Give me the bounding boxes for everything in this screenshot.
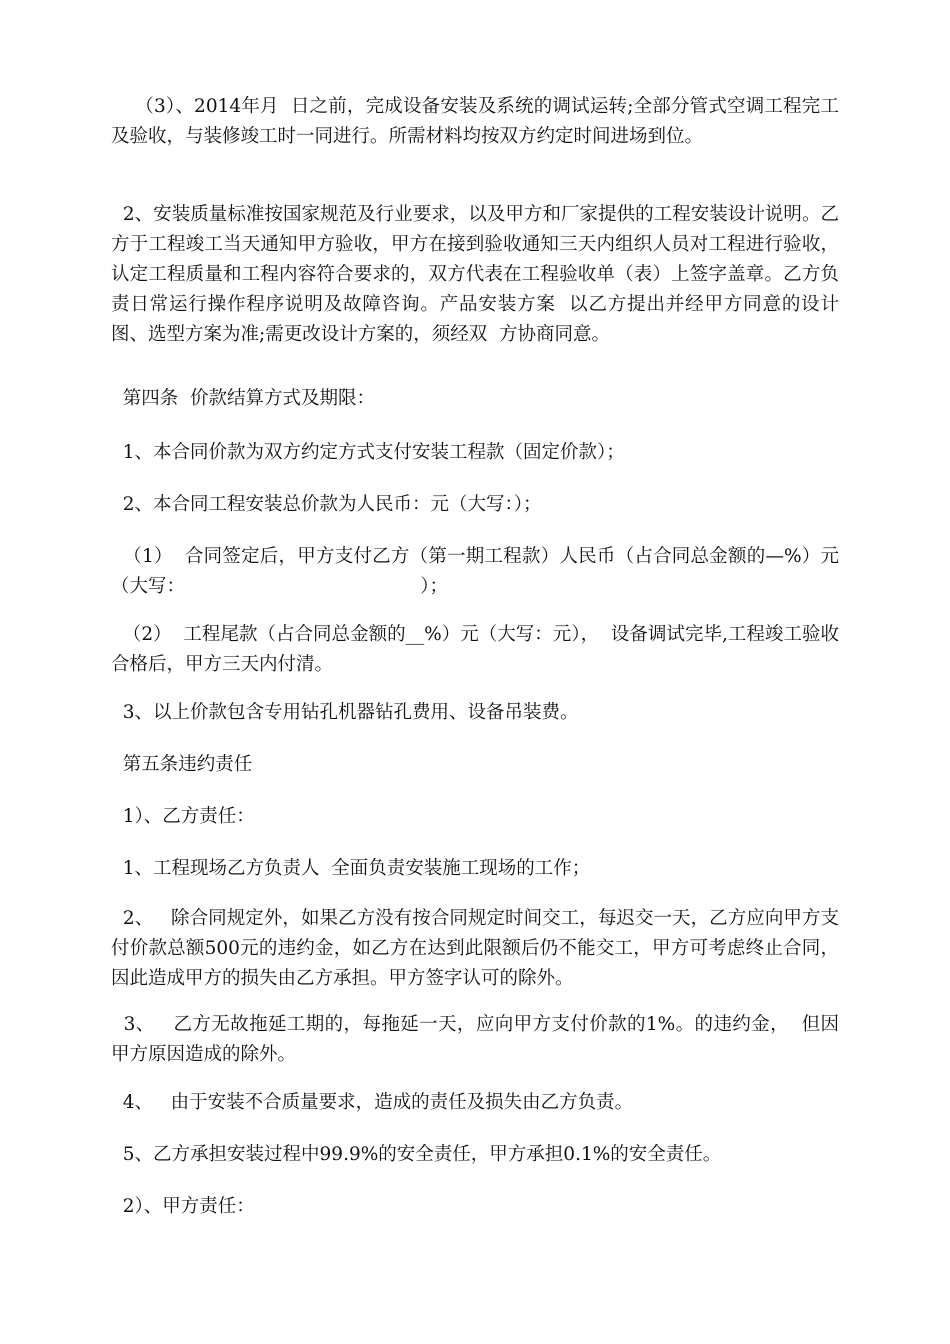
paragraph-late-penalty: 2、 除合同规定外，如果乙方没有按合同规定时间交工，每迟交一天，乙方应向甲方支付价款总额500元的违约金，如乙方在达到此限额后仍不能交工，甲方可考虑终止合同，因此造成甲方的损失由乙方承担。甲方签字认可的除外。 (111, 908, 839, 989)
heading-article-four: 第四条 价款结算方式及期限： (111, 388, 376, 409)
paragraph-quality-liability: 4、 由于安装不合质量要求，造成的责任及损失由乙方负责。 (111, 1092, 634, 1113)
heading-article-five: 第五条违约责任 (111, 754, 253, 775)
paragraph-safety-liability: 5、乙方承担安装过程中99.9%的安全责任，甲方承担0.1%的安全责任。 (111, 1144, 722, 1165)
heading-party-b-duties: 1）、乙方责任： (111, 806, 255, 827)
paragraph-price-includes: 3、以上价款包含专用钻孔机器钻孔费用、设备吊装费。 (111, 702, 579, 723)
paragraph-first-payment: （1） 合同签定后，甲方支付乙方（第一期工程款）人民币（占合同总金额的—%）元（大写： ）； (111, 546, 839, 597)
paragraph-price-method: 1、本合同价款为双方约定方式支付安装工程款（固定价款）； (111, 442, 625, 463)
paragraph-final-payment: （2） 工程尾款（占合同总金额的__%）元（大写：元）， 设备调试完毕,工程竣工验收合格后，甲方三天内付清。 (111, 624, 839, 675)
paragraph-installation-schedule: （3）、2014年月 日之前，完成设备安装及系统的调试运转;全部分管式空调工程完工及验收，与装修竣工时一同进行。所需材料均按双方约定时间进场到位。 (111, 96, 839, 147)
paragraph-delay-penalty: 3、 乙方无故拖延工期的，每拖延一天，应向甲方支付价款的1%。的违约金， 但因甲方原因造成的除外。 (111, 1014, 839, 1065)
paragraph-quality-standard: 2、安装质量标准按国家规范及行业要求，以及甲方和厂家提供的工程安装设计说明。乙方于工程竣工当天通知甲方验收，甲方在接到验收通知三天内组织人员对工程进行验收，认定工程质量和工程内容符合要求的，双方代表在工程验收单（表）上签字盖章。乙方负责日常运行操作程序说明及故障咨询。产品安装方案 以乙方提出并经甲方同意的设计图、选型方案为准;需更改设计方案的，须经双 方协商同意。 (111, 204, 839, 345)
paragraph-site-manager: 1、工程现场乙方负责人 全面负责安装施工现场的工作； (111, 858, 591, 879)
paragraph-total-price: 2、本合同工程安装总价款为人民币：元（大写：）； (111, 494, 542, 515)
heading-party-a-duties: 2）、甲方责任： (111, 1196, 255, 1217)
